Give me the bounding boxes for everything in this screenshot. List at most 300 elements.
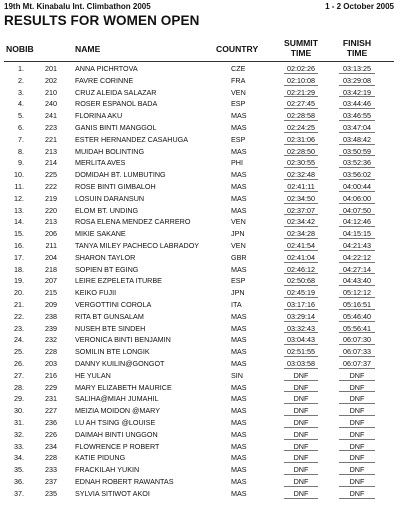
runner-name: ELOM BT. UNDING — [75, 205, 139, 215]
row-number-dot: . — [22, 488, 24, 498]
country-code: MAS — [231, 347, 247, 357]
country-code: JPN — [231, 229, 245, 239]
row-number-dot: . — [22, 465, 24, 475]
summit-time: DNF — [274, 488, 328, 500]
table-row — [0, 370, 400, 382]
summit-time: DNF — [274, 464, 328, 476]
table-row — [0, 393, 400, 405]
runner-name: FAVRE CORINNE — [75, 75, 134, 85]
runner-name: LEIRE EZPELETA ITURBE — [75, 276, 162, 286]
country-code: MAS — [231, 382, 247, 392]
summit-time: 02:51:55 — [274, 346, 328, 358]
page-title: RESULTS FOR WOMEN OPEN — [4, 13, 200, 28]
table-row — [0, 346, 400, 358]
country-code: MAS — [231, 477, 247, 486]
finish-time: DNF — [329, 464, 385, 476]
table-row — [0, 98, 400, 110]
finish-time: DNF — [329, 405, 385, 417]
runner-name: DOMIDAH BT. LUMBUTING — [75, 170, 166, 180]
row-number-dot: . — [22, 453, 24, 463]
summit-time: 02:24:25 — [274, 122, 328, 134]
country-code: GBR — [231, 252, 247, 262]
runner-name: SYLVIA SITIWOT AKOI — [75, 488, 150, 498]
table-row — [0, 275, 400, 287]
row-number: 20 — [14, 288, 22, 298]
bib-number: 231 — [45, 394, 57, 404]
runner-name: LOSUIN DARANSUN — [75, 193, 145, 203]
row-number-dot: . — [22, 288, 24, 298]
summit-time: 02:50:68 — [274, 275, 328, 287]
row-number-dot: . — [22, 264, 24, 274]
row-number: 8 — [18, 146, 22, 156]
table-row — [0, 488, 400, 500]
bib-number: 235 — [45, 488, 57, 498]
finish-time: 04:06:00 — [329, 193, 385, 205]
table-row — [0, 205, 400, 217]
finish-time: 04:15:15 — [329, 228, 385, 240]
row-number: 26 — [14, 359, 22, 368]
summit-time: 03:17:16 — [274, 299, 328, 311]
finish-time: DNF — [329, 417, 385, 429]
column-header-nobib: NOBIB — [6, 44, 34, 54]
table-row — [0, 122, 400, 134]
finish-time: 03:42:19 — [329, 87, 385, 99]
row-number-dot: . — [22, 394, 24, 404]
finish-time: DNF — [329, 370, 385, 382]
runner-name: EDNAH ROBERT RAWANTAS — [75, 477, 174, 486]
row-number: 37 — [14, 488, 22, 498]
row-number: 19 — [14, 276, 22, 286]
table-row — [0, 252, 400, 264]
finish-time: 03:50:59 — [329, 146, 385, 158]
row-number-dot: . — [22, 123, 24, 132]
row-number-dot: . — [22, 111, 24, 121]
row-number: 28 — [14, 382, 22, 392]
summit-time: 02:41:04 — [274, 252, 328, 264]
country-code: SIN — [231, 370, 243, 380]
row-number: 31 — [14, 418, 22, 427]
finish-time: DNF — [329, 488, 385, 500]
runner-name: GANIS BINTI MANGGOL — [75, 123, 157, 132]
runner-name: DAIMAH BINTI UNGGON — [75, 429, 158, 439]
bib-number: 201 — [45, 64, 57, 73]
row-number-dot: . — [22, 146, 24, 156]
runner-name: NUSEH BTE SINDEH — [75, 323, 146, 333]
country-code: ESP — [231, 99, 246, 109]
bib-number: 234 — [45, 441, 57, 451]
bib-number: 238 — [45, 311, 57, 321]
bib-number: 218 — [45, 264, 57, 274]
row-number: 24 — [14, 335, 22, 345]
finish-time: 04:43:40 — [329, 275, 385, 287]
row-number-dot: . — [22, 205, 24, 215]
summit-time: DNF — [274, 393, 328, 405]
runner-name: DANNY KUILIN@GONGOT — [75, 359, 165, 368]
runner-name: LU AH TSING @LOUISE — [75, 418, 156, 427]
bib-number: 228 — [45, 453, 57, 463]
country-code: MAS — [231, 429, 247, 439]
row-number: 14 — [14, 217, 22, 227]
finish-time: 05:16:51 — [329, 299, 385, 311]
runner-name: ANNA PICHRTOVA — [75, 64, 138, 73]
summit-time: 03:03:58 — [274, 358, 328, 370]
runner-name: MERLITA AVES — [75, 158, 126, 168]
finish-header-line2: TIME — [346, 48, 368, 58]
bib-number: 216 — [45, 370, 57, 380]
table-row — [0, 228, 400, 240]
summit-time: 02:21:29 — [274, 87, 328, 99]
bib-number: 207 — [45, 276, 57, 286]
row-number: 10 — [14, 170, 22, 180]
table-row — [0, 146, 400, 158]
summit-time: DNF — [274, 441, 328, 453]
row-number-dot: . — [22, 477, 24, 486]
finish-time: 04:21:43 — [329, 240, 385, 252]
country-code: FRA — [231, 75, 246, 85]
summit-time: DNF — [274, 370, 328, 382]
table-row — [0, 476, 400, 488]
table-row — [0, 169, 400, 181]
bib-number: 229 — [45, 382, 57, 392]
country-code: MAS — [231, 311, 247, 321]
bib-number: 209 — [45, 300, 57, 309]
finish-time: 04:07:50 — [329, 205, 385, 217]
row-number: 12 — [14, 193, 22, 203]
runner-name: FLORINA AKU — [75, 111, 123, 121]
column-header-country: COUNTRY — [216, 44, 259, 54]
finish-time: 06:07:30 — [329, 334, 385, 346]
table-row — [0, 323, 400, 335]
table-row — [0, 63, 400, 75]
row-number: 6 — [18, 123, 22, 132]
row-number: 5 — [18, 111, 22, 121]
runner-name: SOPIEN BT EGING — [75, 264, 139, 274]
country-code: PHI — [231, 158, 243, 168]
bib-number: 227 — [45, 406, 57, 416]
summit-time: 02:28:50 — [274, 146, 328, 158]
summit-time: 02:32:48 — [274, 169, 328, 181]
country-code: VEN — [231, 87, 246, 97]
bib-number: 233 — [45, 465, 57, 475]
finish-time: 04:00:44 — [329, 181, 385, 193]
runner-name: ROSER ESPANOL BADA — [75, 99, 158, 109]
finish-time: 05:12:12 — [329, 287, 385, 299]
row-number: 7 — [18, 134, 22, 144]
runner-name: FRACKILAH YUKIN — [75, 465, 140, 475]
runner-name: SALIHA@MIAH JUMAHIL — [75, 394, 159, 404]
country-code: MAS — [231, 488, 247, 498]
country-code: ITA — [231, 300, 242, 309]
runner-name: MIKIE SAKANE — [75, 229, 126, 239]
summit-time: 02:37:07 — [274, 205, 328, 217]
table-row — [0, 110, 400, 122]
country-code: MAS — [231, 335, 247, 345]
summit-time: 03:29:14 — [274, 311, 328, 323]
summit-header-line2: TIME — [290, 48, 312, 58]
finish-time: 05:46:40 — [329, 311, 385, 323]
row-number-dot: . — [22, 252, 24, 262]
row-number-dot: . — [22, 217, 24, 227]
row-number: 1 — [18, 64, 22, 73]
table-row — [0, 216, 400, 228]
bib-number: 210 — [45, 87, 57, 97]
column-header-summit-time — [274, 38, 328, 58]
runner-name: ROSA ELENA MENDEZ CARRERO — [75, 217, 191, 227]
row-number: 33 — [14, 441, 22, 451]
runner-name: RITA BT GUNSALAM — [75, 311, 144, 321]
summit-time: 02:10:08 — [274, 75, 328, 87]
table-row — [0, 452, 400, 464]
bib-number: 222 — [45, 182, 57, 191]
row-number: 4 — [18, 99, 22, 109]
bib-number: 232 — [45, 335, 57, 345]
row-number-dot: . — [22, 158, 24, 168]
summit-time: 02:27:45 — [274, 98, 328, 110]
table-row — [0, 311, 400, 323]
finish-time: DNF — [329, 441, 385, 453]
row-number: 25 — [14, 347, 22, 357]
table-row — [0, 405, 400, 417]
row-number-dot: . — [22, 406, 24, 416]
table-row — [0, 382, 400, 394]
table-row — [0, 299, 400, 311]
summit-time: DNF — [274, 452, 328, 464]
column-header-name: NAME — [75, 44, 101, 54]
bib-number: 213 — [45, 146, 57, 156]
row-number-dot: . — [22, 335, 24, 345]
runner-name: HE YULAN — [75, 370, 111, 380]
table-row — [0, 264, 400, 276]
table-row — [0, 429, 400, 441]
row-number-dot: . — [22, 441, 24, 451]
runner-name: KEIKO FUJII — [75, 288, 117, 298]
table-row — [0, 464, 400, 476]
row-number: 17 — [14, 252, 22, 262]
summit-time: 03:04:43 — [274, 334, 328, 346]
country-code: MAS — [231, 111, 247, 121]
finish-time: 03:13:25 — [329, 63, 385, 75]
country-code: MAS — [231, 193, 247, 203]
event-header — [4, 2, 394, 12]
row-number: 11 — [14, 182, 22, 191]
row-number-dot: . — [22, 323, 24, 333]
summit-time: DNF — [274, 429, 328, 441]
bib-number: 221 — [45, 134, 57, 144]
table-row — [0, 87, 400, 99]
bib-number: 202 — [45, 75, 57, 85]
finish-time: 03:29:08 — [329, 75, 385, 87]
country-code: MAS — [231, 182, 247, 191]
summit-time: 02:41:54 — [274, 240, 328, 252]
row-number: 32 — [14, 429, 22, 439]
finish-time: 03:46:55 — [329, 110, 385, 122]
finish-time: 04:12:46 — [329, 216, 385, 228]
row-number-dot: . — [22, 229, 24, 239]
runner-name: SOMILIN BTE LONGIK — [75, 347, 150, 357]
row-number: 22 — [14, 311, 22, 321]
country-code: VEN — [231, 241, 246, 250]
country-code: ESP — [231, 134, 246, 144]
runner-name: SHARON TAYLOR — [75, 252, 136, 262]
table-row — [0, 334, 400, 346]
finish-time: 05:56:41 — [329, 323, 385, 335]
runner-name: CRUZ ALEIDA SALAZAR — [75, 87, 157, 97]
runner-name: TANYA MILEY PACHECO LABRADOY — [75, 241, 200, 250]
country-code: MAS — [231, 418, 247, 427]
runner-name: VERGOTTINI COROLA — [75, 300, 152, 309]
row-number-dot: . — [22, 311, 24, 321]
row-number: 3 — [18, 87, 22, 97]
table-row — [0, 157, 400, 169]
table-header — [0, 38, 400, 60]
finish-time: DNF — [329, 476, 385, 488]
runner-name: VERONICA BINTI BENJAMIN — [75, 335, 171, 345]
country-code: MAS — [231, 323, 247, 333]
table-row — [0, 441, 400, 453]
row-number: 9 — [18, 158, 22, 168]
summit-time: 02:02:26 — [274, 63, 328, 75]
row-number: 18 — [14, 264, 22, 274]
country-code: MAS — [231, 146, 247, 156]
summit-time: 03:32:43 — [274, 323, 328, 335]
country-code: ESP — [231, 276, 246, 286]
runner-name: MARY ELIZABETH MAURICE — [75, 382, 172, 392]
finish-time: 06:07:37 — [329, 358, 385, 370]
summit-time: 02:28:58 — [274, 110, 328, 122]
row-number: 13 — [14, 205, 22, 215]
finish-header-line1: FINISH — [342, 38, 372, 48]
row-number: 2 — [18, 75, 22, 85]
summit-time: 02:34:42 — [274, 216, 328, 228]
event-dates: 1 - 2 October 2005 — [325, 2, 394, 11]
finish-time: DNF — [329, 393, 385, 405]
row-number-dot: . — [22, 418, 24, 427]
country-code: VEN — [231, 217, 246, 227]
bib-number: 219 — [45, 193, 57, 203]
runner-name: MEIZIA MOIDON @MARY — [75, 406, 161, 416]
row-number-dot: . — [22, 182, 24, 191]
row-number: 30 — [14, 406, 22, 416]
finish-time: 03:47:04 — [329, 122, 385, 134]
row-number: 23 — [14, 323, 22, 333]
country-code: MAS — [231, 359, 247, 368]
row-number-dot: . — [22, 370, 24, 380]
row-number: 15 — [14, 229, 22, 239]
row-number-dot: . — [22, 64, 24, 73]
country-code: MAS — [231, 394, 247, 404]
row-number-dot: . — [22, 382, 24, 392]
finish-time: 04:22:12 — [329, 252, 385, 264]
row-number-dot: . — [22, 429, 24, 439]
country-code: MAS — [231, 170, 247, 180]
country-code: MAS — [231, 465, 247, 475]
bib-number: 240 — [45, 99, 57, 109]
bib-number: 236 — [45, 418, 57, 427]
row-number-dot: . — [22, 75, 24, 85]
row-number-dot: . — [22, 134, 24, 144]
country-code: MAS — [231, 453, 247, 463]
bib-number: 215 — [45, 288, 57, 298]
finish-time: DNF — [329, 452, 385, 464]
finish-time: 03:48:42 — [329, 134, 385, 146]
row-number-dot: . — [22, 193, 24, 203]
table-row — [0, 417, 400, 429]
bib-number: 237 — [45, 477, 57, 486]
row-number-dot: . — [22, 170, 24, 180]
country-code: MAS — [231, 441, 247, 451]
bib-number: 214 — [45, 158, 57, 168]
runner-name: KATIE PIDUNG — [75, 453, 126, 463]
runner-name: ESTER HERNANDEZ CASAHUGA — [75, 134, 189, 144]
finish-time: 03:52:36 — [329, 157, 385, 169]
table-row — [0, 75, 400, 87]
table-row — [0, 287, 400, 299]
bib-number: 211 — [45, 241, 57, 250]
summit-time: DNF — [274, 382, 328, 394]
column-header-finish-time — [329, 38, 385, 58]
table-row — [0, 358, 400, 370]
runner-name: MUIDAH BOLINTING — [75, 146, 145, 156]
summit-time: 02:41:11 — [274, 181, 328, 193]
summit-header-line1: SUMMIT — [284, 38, 318, 48]
bib-number: 213 — [45, 217, 57, 227]
row-number: 16 — [14, 241, 22, 250]
summit-time: DNF — [274, 476, 328, 488]
finish-time: DNF — [329, 429, 385, 441]
summit-time: 02:34:50 — [274, 193, 328, 205]
bib-number: 220 — [45, 205, 57, 215]
finish-time: 03:44:46 — [329, 98, 385, 110]
row-number: 21 — [14, 300, 22, 309]
summit-time: 02:34:28 — [274, 228, 328, 240]
row-number: 35 — [14, 465, 22, 475]
summit-time: 02:31:06 — [274, 134, 328, 146]
country-code: MAS — [231, 406, 247, 416]
table-row — [0, 181, 400, 193]
row-number: 27 — [14, 370, 22, 380]
row-number-dot: . — [22, 359, 24, 368]
bib-number: 228 — [45, 347, 57, 357]
row-number-dot: . — [22, 87, 24, 97]
summit-time: 02:46:12 — [274, 264, 328, 276]
row-number: 36 — [14, 477, 22, 486]
row-number-dot: . — [22, 241, 24, 250]
bib-number: 226 — [45, 429, 57, 439]
row-number-dot: . — [22, 99, 24, 109]
summit-time: DNF — [274, 405, 328, 417]
table-row — [0, 134, 400, 146]
finish-time: 04:27:14 — [329, 264, 385, 276]
bib-number: 203 — [45, 359, 57, 368]
country-code: MAS — [231, 264, 247, 274]
runner-name: ROSE BINTI GIMBALOH — [75, 182, 156, 191]
bib-number: 223 — [45, 123, 57, 132]
event-name: 19th Mt. Kinabalu Int. Climbathon 2005 — [4, 2, 151, 11]
summit-time: 02:45:19 — [274, 287, 328, 299]
header-divider — [4, 61, 394, 62]
row-number: 29 — [14, 394, 22, 404]
country-code: JPN — [231, 288, 245, 298]
country-code: CZE — [231, 64, 246, 73]
bib-number: 225 — [45, 170, 57, 180]
table-row — [0, 240, 400, 252]
bib-number: 206 — [45, 229, 57, 239]
finish-time: 06:07:33 — [329, 346, 385, 358]
row-number-dot: . — [22, 300, 24, 309]
bib-number: 241 — [45, 111, 57, 121]
summit-time: 02:30:55 — [274, 157, 328, 169]
finish-time: DNF — [329, 382, 385, 394]
